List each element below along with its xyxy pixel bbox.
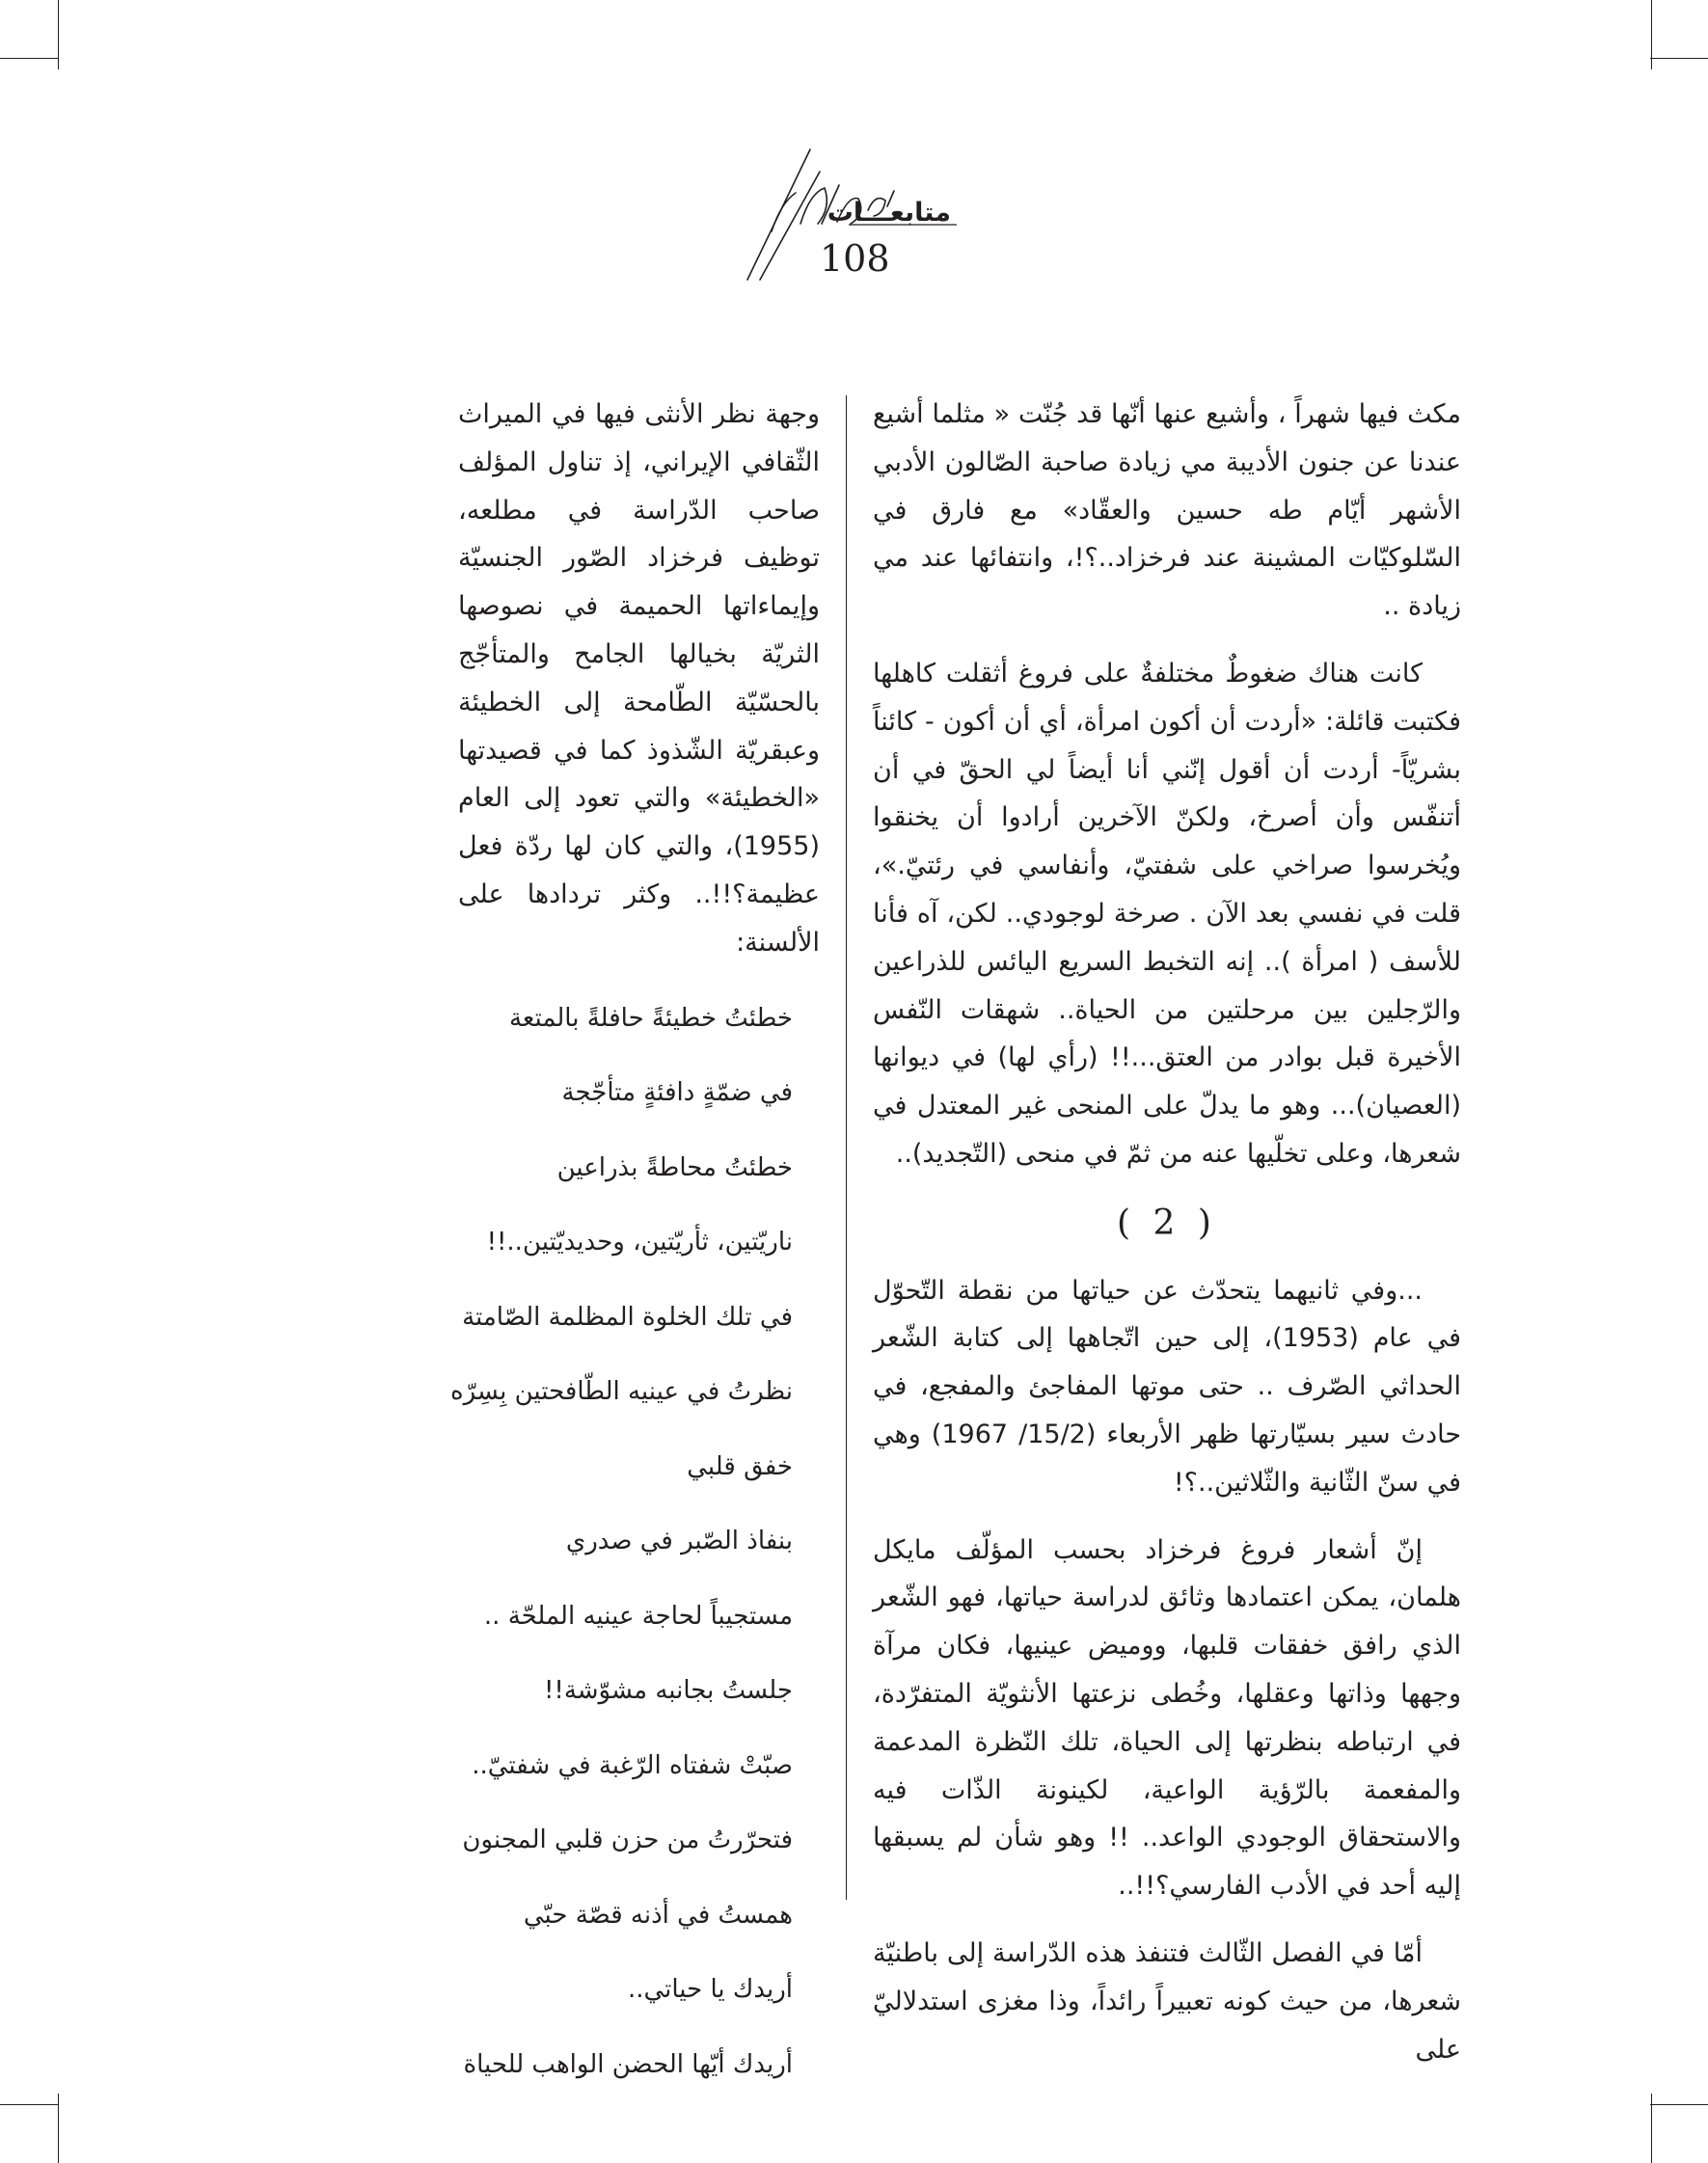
section-heading: ( 2 ) xyxy=(1117,1203,1217,1243)
poem-line: ناريّتين، ثأريّتين، وحديديّتين..!! xyxy=(486,1228,793,1257)
poem-line: خفق قلبي xyxy=(687,1451,793,1481)
crop-mark-top-left-h xyxy=(0,58,58,59)
poem xyxy=(449,1002,820,2082)
poem-line: جلستُ بجانبه مشوّشة!! xyxy=(543,1676,793,1706)
right-column xyxy=(873,391,1461,2073)
poem-line: أريدك أيّها الحضن الواهب للحياة xyxy=(463,2049,793,2079)
page-number: 108 xyxy=(820,237,890,280)
poem-line: همستُ في أذنه قصّة حبّي xyxy=(523,1900,793,1930)
poem-line: بنفاذ الصّبر في صدري xyxy=(565,1527,793,1556)
paragraph: وجهة نظر الأنثى فيها في الميراث الثّقافي الإيراني، إذ تناول المؤلف صاحب الدّراسة في مطلعه، توظيف فرخزاد الصّور الجنسيّة وإيماءاتها الحميمة في نصوصها الثريّة بخيالها الجامح والمتأجّج بالحسّيّة الطّامحة إلى الخطيئة وعبقريّة الشّذوذ كما في قصيدتها «الخطيئة» والتي تعود إلى العام (1955)، والتي كان لها ردّة فعل عظيمة؟!!.. وكثر تردادها على الألسنة: xyxy=(458,399,820,958)
column-divider xyxy=(846,395,847,1900)
left-column xyxy=(449,391,820,2122)
poem-line: أريدك يا حياتي.. xyxy=(627,1975,793,2005)
crop-mark-top-left xyxy=(58,0,59,69)
crop-mark-top-right xyxy=(1651,0,1652,69)
paragraph: كانت هناك ضغوطٌ مختلفةٌ على فروغ أثقلت كاهلها فكتبت قائلة: «أردت أن أكون امرأة، أي أن أكون - كائناً بشريّاً- أردت أن أقول إنّني أنا أيضاً لي الحقّ في أن أتنفّس وأن أصرخ، ولكنّ الآخرين أرادوا أن يخنقوا ويُخرسوا صراخي على شفتيّ، وأنفاسي في رئتيّ.»، قلت في نفسي بعد الآن . صرخة لوجودي.. لكن، آه فأنا للأسف ( امرأة ).. إنه التخبط السريع اليائس للذراعين والرّجلين بين مرحلتين من الحياة.. شهقات النّفس الأخيرة قبل بوادر من العتق...!! (رأي لها) في ديوانها (العصيان)... وهو ما يدلّ على المنحى غير المعتدل في شعرها، وعلى تخلّيها عنه من ثمّ في منحى (التّجديد).. xyxy=(873,658,1461,1169)
poem-line: فتحرّرتُ من حزن قلبي المجنون xyxy=(462,1825,793,1855)
poem-line: خطئتُ محاطةً بذراعين xyxy=(556,1152,793,1182)
paragraph: أمّا في الفصل الثّالث فتنفذ هذه الدّراسة إلى باطنيّة شعرها، من حيث كونه تعبيراً رائداً، وذا مغزى استدلاليّ على xyxy=(873,1937,1461,2065)
crop-mark-top-right-h xyxy=(1650,58,1708,59)
paragraph: إنّ أشعار فروغ فرخزاد بحسب المؤلّف مايكل هلمان، يمكن اعتمادها وثائق لدراسة حياتها، فهو الشّعر الذي رافق خفقات قلبها، ووميض عينيها، فكان مرآة وجهها وذاتها وعقلها، وخُطى نزعتها الأنثويّة المتفرّدة، في ارتباطه بنظرتها إلى الحياة، تلك النّظرة المدعمة والمفعمة بالرّؤية الواعية، لكينونة الذّات فيه والاستحقاق الوجودي الواعد.. !! وهو شأن لم يسبقها إليه أحد في الأدب الفارسي؟!!.. xyxy=(873,1534,1461,1902)
paragraph: مكث فيها شهراً ، وأشيع عنها أنّها قد جُنّت « مثلما أشيع عندنا عن جنون الأديبة مي زيادة صاحبة الصّالون الأدبي الأشهر أيّام طه حسين والعقّاد» مع فارق في السّلوكيّات المشينة عند فرخزاد..؟!، وانتفائها عند مي زيادة .. xyxy=(873,399,1461,622)
poem-line: صبّتْ شفتاه الرّغبة في شفتيّ.. xyxy=(472,1750,793,1780)
poem-line: مستجيباً لحاجة عينيه الملحّة .. xyxy=(483,1601,793,1631)
paragraph: ...وفي ثانيهما يتحدّث عن حياتها من نقطة التّحوّل في عام (1953)، إلى حين اتّجاهها إلى كتابة الشّعر الحداثي الصّرف .. حتى موتها المفاجئ والمفجع، في حادث سير بسيّارتها ظهر الأربعاء (15/2/ 1967) وهي في سنّ الثّانية والثّلاثين..؟! xyxy=(873,1275,1462,1498)
poem-line: في تلك الخلوة المظلمة الصّامتة xyxy=(462,1302,793,1332)
crop-mark-bottom-left xyxy=(58,2094,59,2163)
poem-line: خطئتُ خطيئةً حافلةً بالمتعة xyxy=(508,1003,793,1033)
crop-mark-bottom-right-h xyxy=(1650,2104,1708,2105)
poem-line: نظرتُ في عينيه الطّافحتين بِسِرّه xyxy=(449,1377,793,1407)
section-label: متابعـــات xyxy=(827,198,951,228)
crop-mark-bottom-left-h xyxy=(0,2104,58,2105)
page-header xyxy=(704,135,974,289)
poem-line: في ضمّةٍ دافئةٍ متأجّجة xyxy=(561,1078,793,1108)
